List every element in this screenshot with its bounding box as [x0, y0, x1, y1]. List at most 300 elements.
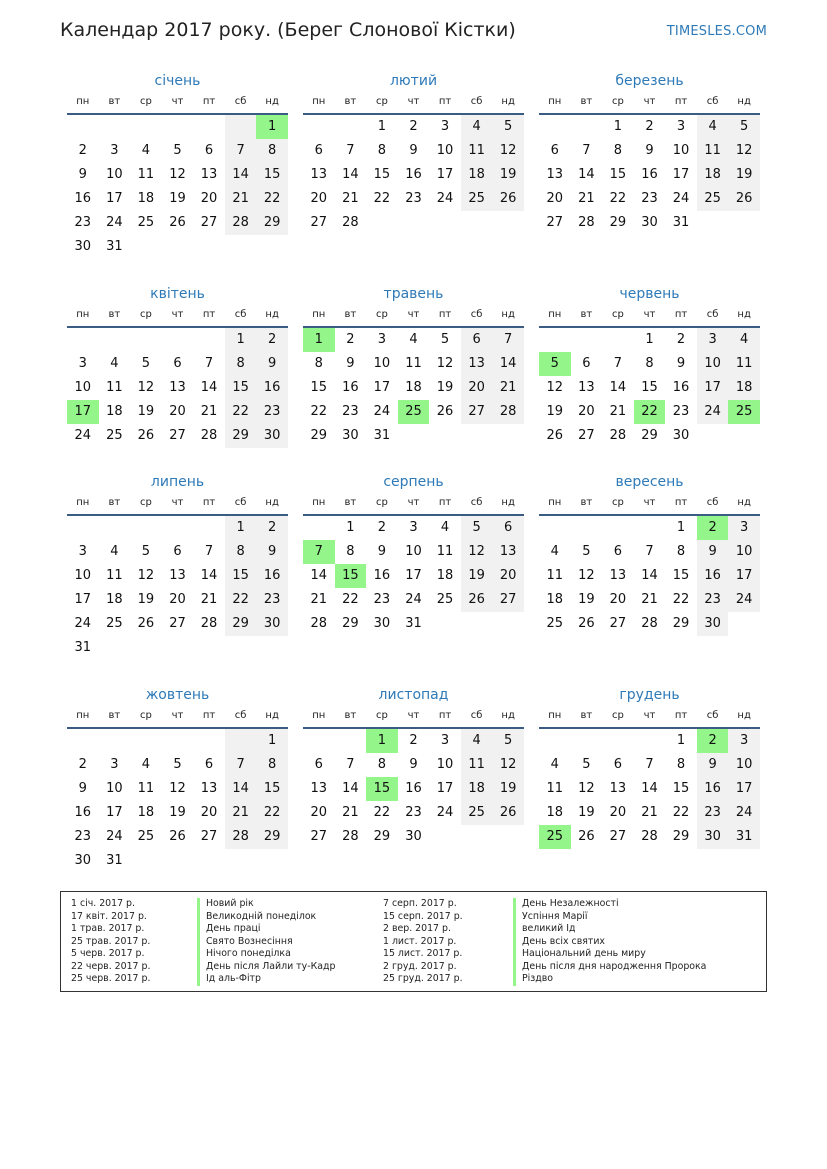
weekday-label: нд: [737, 309, 751, 320]
day-cell: 6: [314, 757, 323, 772]
weekday-label: сб: [234, 497, 247, 508]
day-cell: 17: [74, 592, 92, 607]
day-cell: 2: [697, 729, 729, 753]
day-cell: 25: [137, 215, 155, 230]
day-cell: 23: [697, 801, 729, 825]
day-cell: 11: [728, 352, 760, 376]
empty-day-cell: [256, 636, 288, 660]
day-cell: 14: [578, 167, 595, 182]
day-cell: 4: [461, 115, 493, 139]
day-cell: 1: [377, 119, 387, 134]
weekday-label: ср: [375, 497, 388, 508]
empty-day-cell: [492, 211, 524, 235]
legend-holiday-name: Новий рік: [197, 898, 335, 911]
day-cell: 17: [106, 191, 123, 206]
day-cell: 28: [225, 211, 257, 235]
day-cell: 12: [137, 380, 155, 395]
day-cell: 9: [409, 143, 418, 158]
day-cell: 16: [405, 167, 422, 182]
empty-day-cell: [429, 825, 461, 849]
day-cell: 5: [173, 143, 182, 158]
day-cell: 5: [728, 115, 760, 139]
day-cell: 27: [169, 428, 186, 443]
empty-day-cell: [99, 328, 131, 352]
day-cell: 1: [676, 520, 686, 535]
day-cell: 20: [546, 191, 564, 206]
day-cell: 25: [436, 592, 454, 607]
day-grid: [303, 516, 524, 636]
empty-day-cell: [571, 729, 603, 753]
weekday-label: вт: [580, 309, 593, 320]
day-cell: 23: [373, 592, 391, 607]
day-cell: 9: [409, 757, 418, 772]
day-cell: 8: [676, 544, 686, 559]
day-cell: 31: [106, 239, 123, 254]
day-cell: 8: [377, 757, 387, 772]
weekday-label: вт: [108, 96, 121, 107]
legend-holiday-name: Великодній понеділок: [197, 911, 335, 924]
day-cell: 28: [225, 825, 257, 849]
day-cell: 15: [310, 380, 328, 395]
day-cell: 10: [74, 380, 92, 395]
day-cell: 28: [342, 215, 359, 230]
day-cell: 23: [405, 805, 422, 820]
legend-holiday-name: Різдво: [513, 973, 706, 986]
day-cell: 1: [225, 516, 257, 540]
day-cell: 15: [335, 564, 367, 588]
weekday-label: нд: [501, 96, 515, 107]
day-cell: 17: [436, 781, 454, 796]
day-cell: 6: [613, 757, 623, 772]
legend-date: 7 серп. 2017 р.: [383, 898, 457, 909]
day-cell: 26: [578, 616, 595, 631]
weekday-label: ср: [611, 309, 624, 320]
day-cell: 5: [461, 516, 493, 540]
day-cell: 6: [173, 356, 182, 371]
day-cell: 14: [225, 777, 257, 801]
day-cell: 4: [409, 332, 418, 347]
day-cell: 7: [492, 328, 524, 352]
day-cell: 17: [405, 568, 422, 583]
day-cell: 18: [461, 777, 493, 801]
day-cell: 27: [578, 428, 595, 443]
weekday-label: пн: [548, 309, 562, 320]
holiday-legend: [60, 891, 767, 992]
weekday-label: пн: [312, 96, 326, 107]
weekday-label: нд: [737, 710, 751, 721]
day-cell: 31: [373, 428, 391, 443]
day-cell: 25: [546, 616, 564, 631]
day-cell: 23: [74, 829, 92, 844]
empty-day-cell: [634, 729, 666, 753]
day-cell: 11: [461, 753, 493, 777]
empty-day-cell: [539, 516, 571, 540]
day-cell: 19: [461, 564, 493, 588]
day-cell: 26: [546, 428, 564, 443]
day-cell: 22: [373, 191, 391, 206]
weekday-label: ср: [139, 309, 152, 320]
weekday-header: [539, 707, 760, 725]
day-cell: 7: [346, 143, 355, 158]
empty-day-cell: [303, 115, 335, 139]
day-cell: 24: [74, 616, 92, 631]
weekday-label: вт: [108, 309, 121, 320]
day-cell: 10: [697, 352, 729, 376]
day-cell: 13: [310, 781, 328, 796]
day-cell: 8: [613, 143, 623, 158]
day-cell: 5: [582, 757, 591, 772]
legend-holiday-name: Ід аль-Фітр: [197, 973, 335, 986]
day-cell: 21: [225, 801, 257, 825]
day-cell: 7: [645, 757, 654, 772]
month-name: травень: [383, 286, 444, 302]
day-cell: 13: [461, 352, 493, 376]
day-cell: 10: [436, 757, 454, 772]
day-grid: [67, 328, 288, 448]
weekday-label: нд: [265, 710, 279, 721]
day-cell: 30: [342, 428, 359, 443]
empty-day-cell: [398, 424, 430, 448]
weekday-label: сб: [234, 309, 247, 320]
day-cell: 28: [310, 616, 328, 631]
month-calendar: [539, 685, 760, 849]
empty-day-cell: [429, 424, 461, 448]
day-cell: 6: [173, 544, 182, 559]
day-cell: 15: [609, 167, 627, 182]
day-cell: 10: [106, 781, 123, 796]
empty-day-cell: [99, 729, 131, 753]
day-cell: 26: [578, 829, 595, 844]
day-cell: 5: [492, 115, 524, 139]
day-cell: 15: [366, 777, 398, 801]
day-cell: 6: [613, 544, 623, 559]
weekday-label: пн: [548, 96, 562, 107]
month-calendar: [539, 284, 760, 448]
weekday-label: сб: [470, 96, 483, 107]
day-cell: 4: [110, 356, 119, 371]
day-cell: 24: [436, 191, 454, 206]
weekday-label: вт: [580, 710, 593, 721]
day-cell: 18: [728, 376, 760, 400]
day-cell: 27: [200, 215, 218, 230]
day-cell: 2: [377, 520, 387, 535]
day-cell: 1: [645, 332, 654, 347]
site-link[interactable]: TIMESLES.COM: [666, 24, 767, 39]
day-cell: 29: [609, 215, 627, 230]
day-cell: 16: [74, 805, 92, 820]
day-cell: 5: [539, 352, 571, 376]
weekday-label: нд: [737, 96, 751, 107]
day-cell: 12: [546, 380, 564, 395]
day-cell: 11: [106, 380, 123, 395]
day-cell: 15: [672, 568, 690, 583]
day-cell: 9: [697, 753, 729, 777]
day-cell: 12: [578, 781, 595, 796]
empty-day-cell: [492, 825, 524, 849]
day-cell: 11: [697, 139, 729, 163]
weekday-label: чт: [643, 309, 656, 320]
day-cell: 7: [645, 544, 654, 559]
day-cell: 31: [106, 853, 123, 868]
day-cell: 25: [728, 400, 760, 424]
day-cell: 7: [225, 139, 257, 163]
legend-dates-column-1: [71, 898, 150, 986]
weekday-header: [303, 93, 524, 111]
legend-date: 15 лист. 2017 р.: [383, 948, 463, 959]
day-cell: 3: [440, 119, 450, 134]
day-cell: 26: [169, 829, 186, 844]
empty-day-cell: [225, 849, 257, 873]
weekday-label: вт: [344, 710, 357, 721]
day-cell: 9: [256, 540, 288, 564]
day-cell: 13: [609, 568, 627, 583]
weekday-header: [539, 306, 760, 324]
day-cell: 10: [672, 143, 690, 158]
day-cell: 31: [405, 616, 422, 631]
day-cell: 10: [74, 568, 92, 583]
day-cell: 10: [728, 753, 760, 777]
empty-day-cell: [130, 235, 162, 259]
weekday-label: пт: [438, 710, 452, 721]
weekday-header: [539, 494, 760, 512]
legend-holiday-name: День після Лайли ту-Кадр: [197, 961, 335, 974]
day-cell: 7: [204, 356, 214, 371]
legend-date: 1 лист. 2017 р.: [383, 935, 457, 947]
day-cell: 24: [106, 215, 123, 230]
day-cell: 13: [609, 781, 627, 796]
weekday-label: вт: [344, 96, 357, 107]
day-cell: 3: [110, 143, 119, 158]
day-cell: 9: [377, 544, 387, 559]
empty-day-cell: [256, 235, 288, 259]
day-cell: 25: [697, 187, 729, 211]
day-cell: 5: [440, 332, 450, 347]
month-calendar: [303, 284, 524, 448]
day-cell: 22: [373, 805, 391, 820]
day-cell: 31: [672, 215, 690, 230]
empty-day-cell: [67, 115, 99, 139]
weekday-header: [67, 494, 288, 512]
weekday-label: пт: [202, 710, 216, 721]
weekday-label: пн: [76, 309, 90, 320]
empty-day-cell: [728, 424, 760, 448]
weekday-label: пт: [438, 497, 452, 508]
day-cell: 13: [200, 167, 218, 182]
day-cell: 29: [225, 612, 257, 636]
day-cell: 29: [310, 428, 328, 443]
day-cell: 13: [310, 167, 328, 182]
empty-day-cell: [429, 612, 461, 636]
day-cell: 7: [303, 540, 335, 564]
day-cell: 19: [578, 805, 595, 820]
empty-day-cell: [99, 636, 131, 660]
day-cell: 24: [436, 805, 454, 820]
empty-day-cell: [429, 211, 461, 235]
day-cell: 15: [225, 376, 257, 400]
day-cell: 28: [200, 616, 218, 631]
empty-day-cell: [303, 729, 335, 753]
day-cell: 10: [106, 167, 123, 182]
day-cell: 6: [314, 143, 323, 158]
day-cell: 28: [342, 829, 359, 844]
day-cell: 1: [676, 733, 686, 748]
day-cell: 15: [225, 564, 257, 588]
legend-date: 1 січ. 2017 р.: [71, 898, 135, 909]
day-cell: 21: [492, 376, 524, 400]
day-cell: 7: [613, 356, 623, 371]
day-cell: 1: [346, 520, 355, 535]
page-title: Календар 2017 року. (Берег Слонової Кістки): [60, 19, 516, 41]
empty-day-cell: [335, 729, 367, 753]
weekday-header: [303, 707, 524, 725]
day-cell: 18: [461, 163, 493, 187]
empty-day-cell: [492, 424, 524, 448]
day-grid: [539, 516, 760, 636]
day-grid: [539, 115, 760, 235]
day-cell: 30: [641, 215, 658, 230]
month-name: вересень: [615, 474, 684, 490]
day-cell: 2: [676, 332, 686, 347]
day-cell: 21: [310, 592, 328, 607]
day-cell: 27: [200, 829, 218, 844]
day-cell: 25: [539, 825, 571, 849]
weekday-label: ср: [139, 96, 152, 107]
day-grid: [539, 328, 760, 448]
day-cell: 14: [310, 568, 328, 583]
day-cell: 4: [461, 729, 493, 753]
day-cell: 20: [578, 404, 595, 419]
day-cell: 5: [173, 757, 182, 772]
empty-day-cell: [162, 235, 194, 259]
weekday-label: вт: [344, 309, 357, 320]
empty-day-cell: [193, 516, 225, 540]
day-cell: 24: [74, 428, 92, 443]
day-cell: 14: [492, 352, 524, 376]
weekday-label: пн: [76, 710, 90, 721]
empty-day-cell: [335, 115, 367, 139]
month-calendar: [539, 472, 760, 636]
day-cell: 18: [137, 191, 155, 206]
day-cell: 15: [256, 777, 288, 801]
weekday-label: чт: [171, 497, 184, 508]
weekday-label: сб: [470, 309, 483, 320]
month-calendar: [67, 685, 288, 873]
day-cell: 3: [676, 119, 686, 134]
month-calendar: [303, 71, 524, 235]
weekday-label: чт: [171, 309, 184, 320]
day-cell: 7: [204, 544, 214, 559]
day-cell: 10: [405, 544, 422, 559]
empty-day-cell: [193, 115, 225, 139]
legend-holiday-name: День всіх святих: [513, 936, 706, 949]
day-grid: [67, 729, 288, 873]
day-cell: 27: [492, 588, 524, 612]
legend-holiday-name: Нічого понеділка: [197, 948, 335, 961]
day-cell: 17: [373, 380, 391, 395]
empty-day-cell: [303, 516, 335, 540]
weekday-label: сб: [706, 497, 719, 508]
day-cell: 11: [436, 544, 454, 559]
day-cell: 26: [492, 801, 524, 825]
day-cell: 21: [342, 191, 359, 206]
day-cell: 30: [256, 612, 288, 636]
day-cell: 30: [405, 829, 422, 844]
day-cell: 24: [697, 400, 729, 424]
day-cell: 29: [256, 211, 288, 235]
day-cell: 20: [169, 404, 186, 419]
weekday-label: сб: [706, 96, 719, 107]
day-cell: 4: [728, 328, 760, 352]
day-cell: 23: [342, 404, 359, 419]
day-cell: 29: [641, 428, 658, 443]
empty-day-cell: [461, 825, 493, 849]
legend-holiday-name: Національний день миру: [513, 948, 706, 961]
day-cell: 19: [728, 163, 760, 187]
legend-date: 5 черв. 2017 р.: [71, 948, 145, 959]
month-calendar: [303, 472, 524, 636]
legend-holiday-name: День праці: [197, 923, 335, 936]
day-cell: 30: [697, 825, 729, 849]
month-name: листопад: [378, 687, 449, 703]
day-cell: 3: [377, 332, 387, 347]
day-cell: 29: [342, 616, 359, 631]
day-cell: 14: [609, 380, 627, 395]
day-cell: 8: [314, 356, 323, 371]
day-cell: 11: [546, 568, 564, 583]
weekday-label: ср: [611, 497, 624, 508]
day-cell: 18: [106, 592, 123, 607]
month-calendar: [67, 71, 288, 259]
empty-day-cell: [461, 612, 493, 636]
day-cell: 9: [78, 781, 87, 796]
day-cell: 13: [578, 380, 595, 395]
day-cell: 2: [409, 119, 418, 134]
day-cell: 14: [641, 568, 658, 583]
day-cell: 3: [697, 328, 729, 352]
weekday-label: чт: [643, 710, 656, 721]
day-cell: 23: [256, 400, 288, 424]
day-cell: 3: [440, 733, 450, 748]
day-cell: 20: [310, 805, 328, 820]
day-cell: 2: [78, 143, 87, 158]
day-cell: 17: [436, 167, 454, 182]
month-name: грудень: [619, 687, 680, 703]
empty-day-cell: [162, 729, 194, 753]
day-cell: 22: [672, 592, 690, 607]
empty-day-cell: [225, 235, 257, 259]
empty-day-cell: [461, 211, 493, 235]
empty-day-cell: [602, 516, 634, 540]
day-cell: 24: [672, 191, 690, 206]
day-cell: 29: [672, 829, 690, 844]
weekday-label: пт: [674, 497, 688, 508]
empty-day-cell: [571, 328, 603, 352]
day-cell: 2: [256, 516, 288, 540]
empty-day-cell: [162, 115, 194, 139]
empty-day-cell: [99, 516, 131, 540]
day-cell: 12: [137, 568, 155, 583]
day-cell: 16: [256, 564, 288, 588]
empty-day-cell: [193, 729, 225, 753]
day-cell: 8: [645, 356, 654, 371]
day-cell: 11: [405, 356, 422, 371]
day-cell: 27: [546, 215, 564, 230]
day-cell: 22: [256, 187, 288, 211]
day-cell: 2: [697, 516, 729, 540]
weekday-header: [67, 707, 288, 725]
day-cell: 1: [366, 729, 398, 753]
day-cell: 26: [461, 588, 493, 612]
